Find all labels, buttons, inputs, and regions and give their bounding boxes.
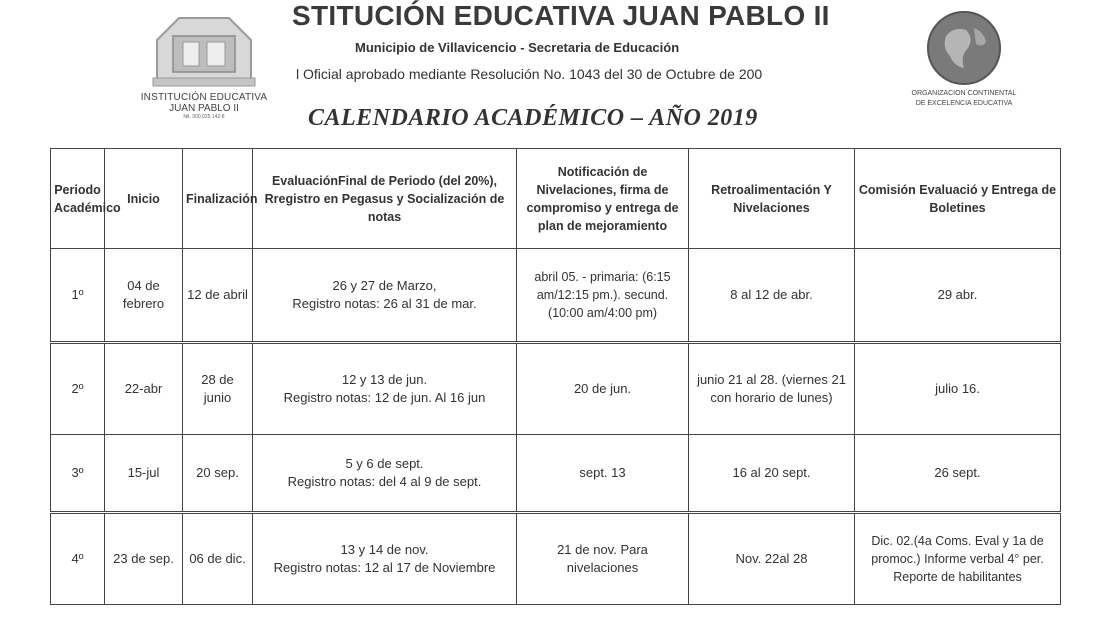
table-header-row bbox=[51, 149, 1061, 249]
cell-inicio: 23 de sep. bbox=[105, 513, 183, 605]
cell-periodo: 3º bbox=[51, 435, 105, 513]
header-periodo: Periodo Académico bbox=[51, 149, 105, 249]
table-row bbox=[51, 343, 1061, 435]
cell-retro: Nov. 22al 28 bbox=[689, 513, 855, 605]
cell-periodo: 1º bbox=[51, 249, 105, 343]
resolution-line: l Oficial aprobado mediante Resolución No. 1043 del 30 de Octubre de 200 bbox=[296, 66, 763, 82]
cell-comision: Dic. 02.(4a Coms. Eval y 1a de promoc.) Informe verbal 4° per. Reporte de habilitantes bbox=[855, 513, 1061, 605]
cell-notificacion: 21 de nov. Para nivelaciones bbox=[517, 513, 689, 605]
cell-comision: julio 16. bbox=[855, 343, 1061, 435]
logo-right-line2: DE EXCELENCIA EDUCATIVA bbox=[915, 100, 1013, 107]
cell-evaluacion: 12 y 13 de jun. Registro notas: 12 de jun. Al 16 jun bbox=[253, 343, 517, 435]
cell-comision: 26 sept. bbox=[855, 435, 1061, 513]
table-row bbox=[51, 435, 1061, 513]
header-notificacion: Notificación de Nivelaciones, firma de compromiso y entrega de plan de mejoramiento bbox=[517, 149, 689, 249]
globe-emblem-icon bbox=[924, 8, 1004, 88]
cell-periodo: 4º bbox=[51, 513, 105, 605]
cell-inicio: 22-abr bbox=[105, 343, 183, 435]
organization-logo bbox=[884, 8, 1044, 108]
table-row bbox=[51, 513, 1061, 605]
header-comision: Comisión Evaluació y Entrega de Boletines bbox=[855, 149, 1061, 249]
institution-emblem-icon bbox=[149, 10, 259, 90]
header-retroalimentacion: Retroalimentación Y Nivelaciones bbox=[689, 149, 855, 249]
academic-calendar-table bbox=[50, 148, 1060, 605]
calendar-title: CALENDARIO ACADÉMICO – AÑO 2019 bbox=[308, 105, 758, 131]
cell-evaluacion: 13 y 14 de nov. Registro notas: 12 al 17 de Noviembre bbox=[253, 513, 517, 605]
header-finalizacion: Finalización bbox=[183, 149, 253, 249]
cell-retro: 16 al 20 sept. bbox=[689, 435, 855, 513]
logo-left-line3: Nit. 900.025.142-8 bbox=[183, 114, 225, 120]
logo-left-line2: JUAN PABLO II bbox=[169, 103, 239, 114]
cell-inicio: 15-jul bbox=[105, 435, 183, 513]
cell-fin: 12 de abril bbox=[183, 249, 253, 343]
cell-retro: 8 al 12 de abr. bbox=[689, 249, 855, 343]
institution-title: STITUCIÓN EDUCATIVA JUAN PABLO II bbox=[292, 0, 830, 31]
cell-evaluacion: 26 y 27 de Marzo, Registro notas: 26 al 31 de mar. bbox=[253, 249, 517, 343]
cell-evaluacion: 5 y 6 de sept. Registro notas: del 4 al 9 de sept. bbox=[253, 435, 517, 513]
header-inicio: Inicio bbox=[105, 149, 183, 249]
header-evaluacion: EvaluaciónFinal de Periodo (del 20%), Rregistro en Pegasus y Socialización de notas bbox=[253, 149, 517, 249]
logo-right-line1: ORGANIZACION CONTINENTAL bbox=[911, 90, 1017, 97]
cell-notificacion: abril 05. - primaria: (6:15 am/12:15 pm.). secund. (10:00 am/4:00 pm) bbox=[517, 249, 689, 343]
cell-fin: 20 sep. bbox=[183, 435, 253, 513]
logo-left-line1: INSTITUCIÓN EDUCATIVA bbox=[140, 92, 268, 103]
cell-comision: 29 abr. bbox=[855, 249, 1061, 343]
cell-notificacion: sept. 13 bbox=[517, 435, 689, 513]
cell-inicio: 04 de febrero bbox=[105, 249, 183, 343]
institution-logo bbox=[118, 6, 290, 126]
cell-retro: junio 21 al 28. (viernes 21 con horario de lunes) bbox=[689, 343, 855, 435]
cell-fin: 28 de junio bbox=[183, 343, 253, 435]
cell-fin: 06 de dic. bbox=[183, 513, 253, 605]
table-row bbox=[51, 249, 1061, 343]
municipality-subtitle: Municipio de Villavicencio - Secretaria de Educación bbox=[355, 40, 680, 55]
cell-notificacion: 20 de jun. bbox=[517, 343, 689, 435]
cell-periodo: 2º bbox=[51, 343, 105, 435]
